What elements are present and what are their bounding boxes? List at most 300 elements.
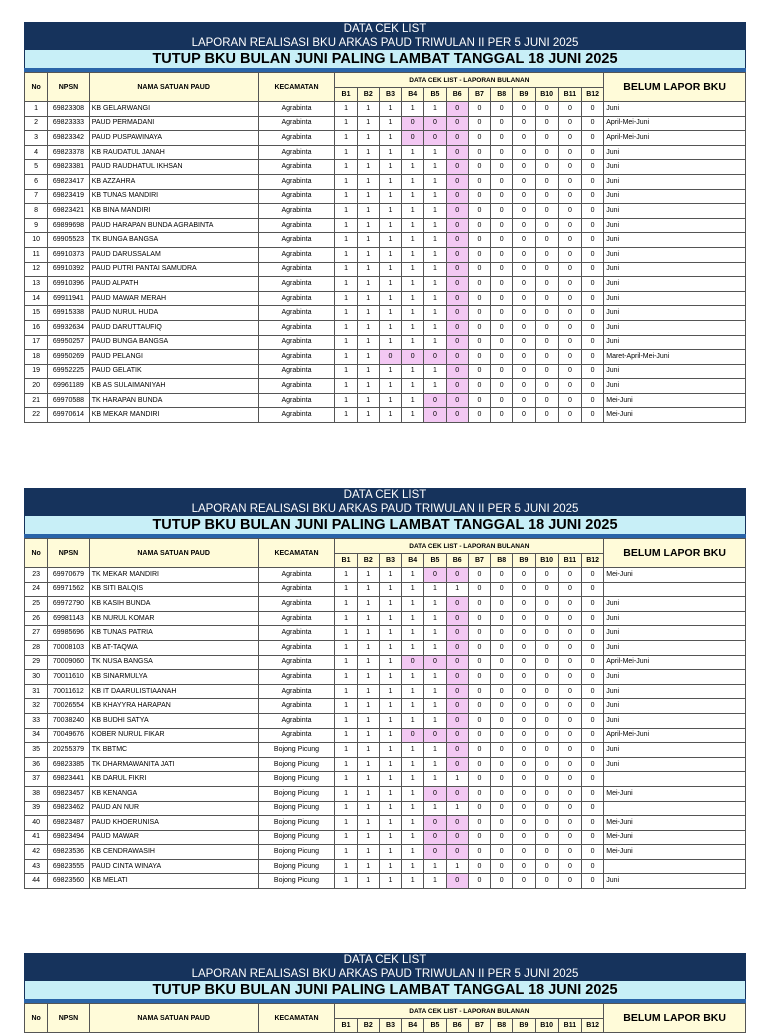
cell-b11: 0 [558,728,581,743]
cell-b4: 1 [402,611,424,626]
cell-b4: 1 [402,582,424,597]
cell-b1: 1 [335,335,357,350]
cell-kecamatan: Agrabinta [258,189,335,204]
cell-b3: 1 [379,160,401,175]
col-npsn: NPSN [48,1004,89,1033]
cell-b3: 1 [379,728,401,743]
table-row [25,859,746,874]
checklist-table [24,72,746,423]
cell-kecamatan: Agrabinta [258,640,335,655]
cell-b6: 0 [446,626,468,641]
cell-npsn: 20255379 [48,743,89,758]
cell-b5: 1 [424,204,446,219]
cell-b8: 0 [491,408,513,423]
table-row [25,728,746,743]
cell-b9: 0 [513,640,535,655]
cell-npsn: 69823342 [48,131,89,146]
cell-b5: 1 [424,801,446,816]
cell-b6: 1 [446,801,468,816]
cell-b7: 0 [468,379,490,394]
cell-b4: 1 [402,145,424,160]
cell-b10: 0 [535,699,558,714]
cell-kecamatan: Agrabinta [258,655,335,670]
cell-b2: 1 [357,306,379,321]
cell-no: 17 [25,335,48,350]
cell-b6: 0 [446,568,468,583]
cell-b3: 1 [379,204,401,219]
cell-b1: 1 [335,145,357,160]
col-group: DATA CEK LIST - LAPORAN BULANAN [335,1004,604,1019]
cell-b6: 0 [446,131,468,146]
cell-belum-lapor: Juni [604,640,746,655]
cell-b5: 1 [424,670,446,685]
cell-kecamatan: Bojong Picung [258,801,335,816]
cell-b1: 1 [335,393,357,408]
cell-b11: 0 [558,379,581,394]
col-month-b10: B10 [535,1019,558,1033]
cell-kecamatan: Bojong Picung [258,816,335,831]
cell-b3: 1 [379,743,401,758]
col-month-b12: B12 [582,1019,604,1033]
cell-b12: 0 [582,174,604,189]
cell-no: 3 [25,131,48,146]
cell-b4: 1 [402,859,424,874]
cell-b6: 0 [446,640,468,655]
cell-b8: 0 [491,233,513,248]
cell-b11: 0 [558,655,581,670]
cell-belum-lapor: Mei-Juni [604,408,746,423]
cell-b9: 0 [513,350,535,365]
cell-belum-lapor: Juni [604,145,746,160]
col-month-b9: B9 [513,88,535,102]
cell-b6: 0 [446,728,468,743]
cell-belum-lapor: Mei-Juni [604,816,746,831]
cell-kecamatan: Agrabinta [258,713,335,728]
cell-b1: 1 [335,233,357,248]
cell-b6: 0 [446,291,468,306]
cell-b1: 1 [335,102,357,117]
cell-nama: TK NUSA BANGSA [89,655,258,670]
cell-b8: 0 [491,262,513,277]
cell-b3: 1 [379,174,401,189]
cell-b11: 0 [558,306,581,321]
cell-b12: 0 [582,874,604,889]
cell-b9: 0 [513,102,535,117]
cell-b11: 0 [558,772,581,787]
cell-b3: 1 [379,655,401,670]
cell-b12: 0 [582,262,604,277]
cell-b5: 1 [424,160,446,175]
cell-b6: 0 [446,335,468,350]
col-month-b5: B5 [424,88,446,102]
cell-nama: KB IT DAARULISTIAANAH [89,684,258,699]
cell-belum-lapor: Mei-Juni [604,786,746,801]
cell-b9: 0 [513,597,535,612]
cell-b5: 1 [424,379,446,394]
cell-b4: 1 [402,102,424,117]
cell-b9: 0 [513,568,535,583]
cell-b11: 0 [558,364,581,379]
cell-kecamatan: Agrabinta [258,568,335,583]
cell-b3: 1 [379,335,401,350]
cell-nama: KB DARUL FIKRI [89,772,258,787]
cell-b10: 0 [535,131,558,146]
cell-b9: 0 [513,379,535,394]
cell-b11: 0 [558,568,581,583]
cell-b2: 1 [357,786,379,801]
cell-b3: 1 [379,131,401,146]
col-month-b2: B2 [357,88,379,102]
cell-b8: 0 [491,801,513,816]
cell-kecamatan: Agrabinta [258,582,335,597]
cell-b12: 0 [582,611,604,626]
cell-b6: 0 [446,597,468,612]
cell-b3: 1 [379,772,401,787]
cell-b10: 0 [535,582,558,597]
header-subtitle: LAPORAN REALISASI BKU ARKAS PAUD TRIWULAN II PER 5 JUNI 2025 [24,36,746,50]
col-no: No [25,1004,48,1033]
cell-b5: 1 [424,640,446,655]
cell-no: 21 [25,393,48,408]
cell-kecamatan: Agrabinta [258,204,335,219]
cell-b8: 0 [491,859,513,874]
cell-b2: 1 [357,364,379,379]
cell-nama: KB KENANGA [89,786,258,801]
col-group: DATA CEK LIST - LAPORAN BULANAN [335,73,604,88]
cell-b3: 1 [379,640,401,655]
cell-b4: 0 [402,350,424,365]
cell-b5: 0 [424,786,446,801]
cell-no: 31 [25,684,48,699]
col-month-b2: B2 [357,1019,379,1033]
cell-b12: 0 [582,845,604,860]
table-row [25,116,746,131]
cell-b12: 0 [582,160,604,175]
cell-b6: 0 [446,830,468,845]
cell-b10: 0 [535,189,558,204]
cell-b9: 0 [513,859,535,874]
cell-b5: 0 [424,393,446,408]
cell-b4: 1 [402,626,424,641]
cell-no: 29 [25,655,48,670]
col-month-b7: B7 [468,88,490,102]
cell-b1: 1 [335,801,357,816]
cell-b11: 0 [558,350,581,365]
cell-b11: 0 [558,247,581,262]
cell-b8: 0 [491,684,513,699]
cell-belum-lapor: Juni [604,684,746,699]
cell-kecamatan: Agrabinta [258,247,335,262]
col-month-b1: B1 [335,88,357,102]
cell-b1: 1 [335,728,357,743]
cell-b10: 0 [535,626,558,641]
cell-nama: PAUD HARAPAN BUNDA AGRABINTA [89,218,258,233]
cell-no: 20 [25,379,48,394]
cell-belum-lapor: Juni [604,233,746,248]
cell-b6: 0 [446,713,468,728]
col-month-b4: B4 [402,1019,424,1033]
cell-b5: 1 [424,335,446,350]
cell-b2: 1 [357,277,379,292]
cell-b1: 1 [335,320,357,335]
cell-belum-lapor [604,859,746,874]
cell-b9: 0 [513,830,535,845]
cell-b3: 1 [379,291,401,306]
cell-b8: 0 [491,102,513,117]
cell-b3: 1 [379,801,401,816]
cell-no: 34 [25,728,48,743]
cell-b6: 0 [446,393,468,408]
table-row [25,364,746,379]
cell-b2: 1 [357,102,379,117]
cell-b9: 0 [513,335,535,350]
cell-npsn: 69910373 [48,247,89,262]
cell-b6: 0 [446,699,468,714]
cell-no: 42 [25,845,48,860]
cell-nama: PAUD RAUDHATUL IKHSAN [89,160,258,175]
header-subtitle: LAPORAN REALISASI BKU ARKAS PAUD TRIWULAN II PER 5 JUNI 2025 [24,502,746,516]
cell-b10: 0 [535,640,558,655]
cell-b7: 0 [468,713,490,728]
cell-b5: 1 [424,757,446,772]
table-row [25,626,746,641]
cell-b4: 1 [402,670,424,685]
cell-b1: 1 [335,830,357,845]
cell-b4: 0 [402,655,424,670]
cell-b7: 0 [468,728,490,743]
cell-b9: 0 [513,174,535,189]
cell-belum-lapor: Juni [604,189,746,204]
cell-b6: 0 [446,684,468,699]
cell-b2: 1 [357,393,379,408]
cell-b9: 0 [513,786,535,801]
col-nama: NAMA SATUAN PAUD [89,73,258,102]
cell-b12: 0 [582,772,604,787]
cell-b9: 0 [513,408,535,423]
cell-b10: 0 [535,597,558,612]
cell-b3: 1 [379,611,401,626]
cell-b2: 1 [357,757,379,772]
checklist-section-1 [24,22,746,423]
cell-b2: 1 [357,699,379,714]
cell-nama: PAUD DARUTTAUFIQ [89,320,258,335]
cell-nama: KB TUNAS MANDIRI [89,189,258,204]
header-title: DATA CEK LIST [24,488,746,502]
cell-b1: 1 [335,626,357,641]
cell-b7: 0 [468,131,490,146]
cell-b6: 0 [446,189,468,204]
col-kecamatan: KECAMATAN [258,539,335,568]
cell-b8: 0 [491,306,513,321]
cell-b6: 0 [446,757,468,772]
cell-b2: 1 [357,859,379,874]
cell-b12: 0 [582,786,604,801]
col-month-b5: B5 [424,1019,446,1033]
cell-b7: 0 [468,830,490,845]
cell-b2: 1 [357,597,379,612]
cell-belum-lapor: Juni [604,364,746,379]
cell-b5: 0 [424,816,446,831]
cell-b2: 1 [357,160,379,175]
cell-b7: 0 [468,189,490,204]
cell-b6: 0 [446,350,468,365]
col-month-b9: B9 [513,554,535,568]
cell-b3: 1 [379,408,401,423]
cell-b11: 0 [558,830,581,845]
cell-b8: 0 [491,772,513,787]
cell-b11: 0 [558,859,581,874]
cell-b8: 0 [491,626,513,641]
cell-b12: 0 [582,408,604,423]
cell-belum-lapor: Juni [604,291,746,306]
checklist-table [24,538,746,889]
cell-b3: 1 [379,830,401,845]
table-row [25,786,746,801]
cell-b11: 0 [558,233,581,248]
cell-b3: 1 [379,320,401,335]
cell-b3: 1 [379,247,401,262]
cell-b3: 1 [379,364,401,379]
cell-kecamatan: Agrabinta [258,116,335,131]
cell-b1: 1 [335,204,357,219]
col-no: No [25,73,48,102]
cell-nama: PAUD MAWAR MERAH [89,291,258,306]
cell-b8: 0 [491,320,513,335]
cell-belum-lapor: Juni [604,204,746,219]
cell-b9: 0 [513,801,535,816]
cell-kecamatan: Agrabinta [258,131,335,146]
cell-kecamatan: Agrabinta [258,320,335,335]
cell-npsn: 69985696 [48,626,89,641]
cell-b2: 1 [357,116,379,131]
col-month-b8: B8 [491,554,513,568]
cell-kecamatan: Bojong Picung [258,859,335,874]
cell-npsn: 69823494 [48,830,89,845]
cell-b10: 0 [535,845,558,860]
cell-b6: 0 [446,247,468,262]
cell-b10: 0 [535,145,558,160]
cell-npsn: 69823378 [48,145,89,160]
cell-b10: 0 [535,568,558,583]
cell-b11: 0 [558,743,581,758]
cell-b2: 1 [357,684,379,699]
cell-no: 40 [25,816,48,831]
cell-kecamatan: Agrabinta [258,160,335,175]
cell-b4: 1 [402,320,424,335]
cell-b3: 1 [379,684,401,699]
cell-nama: PAUD MAWAR [89,830,258,845]
cell-npsn: 69970588 [48,393,89,408]
cell-belum-lapor: Juni [604,670,746,685]
col-month-b8: B8 [491,1019,513,1033]
table-row [25,801,746,816]
cell-npsn: 69952225 [48,364,89,379]
cell-b3: 1 [379,145,401,160]
cell-b4: 1 [402,830,424,845]
cell-b3: 1 [379,262,401,277]
cell-b1: 1 [335,786,357,801]
table-row [25,611,746,626]
table-row [25,670,746,685]
cell-b10: 0 [535,116,558,131]
cell-no: 14 [25,291,48,306]
cell-nama: KB AS SULAIMANIYAH [89,379,258,394]
cell-b7: 0 [468,772,490,787]
cell-b7: 0 [468,684,490,699]
cell-b8: 0 [491,364,513,379]
cell-belum-lapor: Juni [604,262,746,277]
cell-no: 22 [25,408,48,423]
cell-nama: PAUD ALPATH [89,277,258,292]
cell-no: 5 [25,160,48,175]
cell-b6: 0 [446,320,468,335]
cell-npsn: 69823381 [48,160,89,175]
cell-kecamatan: Agrabinta [258,364,335,379]
cell-b1: 1 [335,568,357,583]
cell-no: 24 [25,582,48,597]
cell-b2: 1 [357,291,379,306]
cell-b12: 0 [582,728,604,743]
checklist-section-3 [24,953,746,1033]
cell-b5: 1 [424,306,446,321]
table-row [25,247,746,262]
cell-b1: 1 [335,670,357,685]
cell-npsn: 69823419 [48,189,89,204]
cell-b11: 0 [558,408,581,423]
cell-b4: 1 [402,786,424,801]
cell-nama: TK MEKAR MANDIRI [89,568,258,583]
cell-b7: 0 [468,640,490,655]
cell-b2: 1 [357,262,379,277]
cell-kecamatan: Agrabinta [258,393,335,408]
cell-b6: 0 [446,743,468,758]
cell-no: 26 [25,611,48,626]
cell-npsn: 69905523 [48,233,89,248]
cell-b7: 0 [468,116,490,131]
table-row [25,655,746,670]
cell-b6: 0 [446,116,468,131]
cell-b5: 0 [424,728,446,743]
cell-b1: 1 [335,379,357,394]
cell-b1: 1 [335,174,357,189]
cell-nama: KOBER NURUL FIKAR [89,728,258,743]
cell-nama: KB NURUL KOMAR [89,611,258,626]
cell-b2: 1 [357,845,379,860]
cell-b7: 0 [468,364,490,379]
cell-no: 41 [25,830,48,845]
header-deadline: TUTUP BKU BULAN JUNI PALING LAMBAT TANGGAL 18 JUNI 2025 [24,516,746,534]
cell-b7: 0 [468,102,490,117]
cell-b12: 0 [582,247,604,262]
cell-b4: 1 [402,335,424,350]
cell-b12: 0 [582,393,604,408]
cell-b6: 0 [446,174,468,189]
cell-belum-lapor: April-Mei-Juni [604,728,746,743]
table-row [25,174,746,189]
cell-b7: 0 [468,801,490,816]
cell-b5: 1 [424,699,446,714]
cell-nama: TK DHARMAWANITA JATI [89,757,258,772]
cell-npsn: 69823441 [48,772,89,787]
cell-b1: 1 [335,189,357,204]
cell-b2: 1 [357,655,379,670]
cell-b11: 0 [558,218,581,233]
cell-npsn: 69911941 [48,291,89,306]
cell-b2: 1 [357,816,379,831]
cell-no: 25 [25,597,48,612]
cell-b2: 1 [357,189,379,204]
table-row [25,772,746,787]
